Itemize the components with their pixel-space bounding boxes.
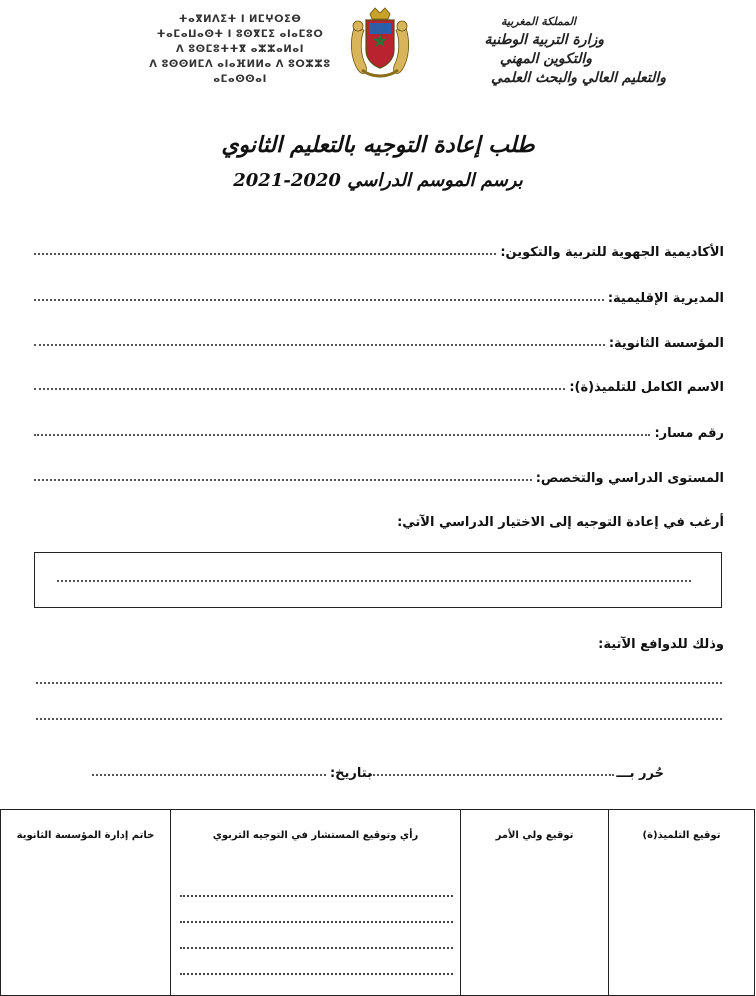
dotted-fill-line	[57, 580, 691, 582]
ministry-line-2: والتكوين المهني	[499, 51, 592, 67]
field-label: الاسم الكامل للتلميذ(ة):	[569, 380, 724, 395]
tifinagh-line-1: ⵜⴰⴳⵍⴷⵉⵜ ⵏ ⵍⵎⵖⵔⵉⴱ	[178, 14, 302, 25]
dotted-fill-line	[370, 774, 614, 776]
ministry-line-3: والتعليم العالي والبحث العلمي	[490, 70, 666, 86]
reasons-label-row	[34, 630, 724, 652]
moroccan-coat-of-arms-icon	[340, 6, 420, 82]
field-label: المستوى الدراسي والتخصص:	[535, 471, 724, 486]
field-directorate[interactable]	[34, 284, 724, 306]
counselor-lines	[180, 871, 453, 975]
form-title: طلب إعادة التوجيه بالتعليم الثانوي	[221, 132, 535, 158]
guardian-signature-cell[interactable]	[461, 810, 609, 996]
dotted-fill-line	[34, 434, 650, 436]
field-label: المديرية الإقليمية:	[607, 291, 724, 306]
field-label: رقم مسار:	[654, 426, 724, 441]
counselor-signature-cell[interactable]	[171, 810, 461, 996]
student-signature-cell[interactable]	[609, 810, 755, 996]
kingdom-name: المملكة المغربية	[501, 15, 576, 28]
field-level-specialty[interactable]	[34, 464, 724, 486]
field-student-name[interactable]	[34, 373, 724, 395]
tifinagh-line-3: ⴷ ⵓⵙⵎⵓⵜⵜⴳ ⴰⵣⵣⴰⵍⴰⵏ	[176, 44, 304, 55]
dotted-fill-line	[92, 774, 326, 776]
student-signature-label: توقيع التلميذ(ة)	[642, 830, 721, 841]
signed-at-label: حُرر بـــ	[616, 766, 664, 781]
dotted-fill-line	[34, 388, 565, 390]
date-label: بتاريخ:	[329, 766, 372, 781]
dotted-fill-line	[180, 897, 453, 923]
field-high-school[interactable]	[34, 329, 724, 351]
choice-box[interactable]	[34, 552, 722, 608]
dotted-fill-line	[34, 479, 532, 481]
ministry-name-arabic	[426, 12, 666, 88]
field-label: المؤسسة الثانوية:	[608, 336, 724, 351]
form-subtitle: برسم الموسم الدراسي 2020-2021	[233, 170, 523, 191]
dotted-fill-line	[180, 871, 453, 897]
signature-table	[0, 809, 755, 996]
tifinagh-line-4: ⴷ ⵓⵙⵙⵍⵎⴷ ⴰⵏⴰⴼⵍⵍⴰ ⴷ ⵓⵔⵣⵣⵓ ⴰⵎⴰⵙⵙⴰⵏ	[149, 59, 331, 85]
dotted-fill-line	[180, 949, 453, 975]
dotted-fill-line	[180, 923, 453, 949]
dotted-fill-line	[34, 344, 605, 346]
dotted-fill-line	[34, 299, 604, 301]
ministry-name-tifinagh	[140, 12, 340, 87]
counselor-signature-label: رأي وتوقيع المستشار في التوجيه التربوي	[212, 830, 419, 841]
dotted-fill-line	[34, 253, 496, 255]
school-stamp-cell[interactable]	[1, 810, 171, 996]
tifinagh-line-2: ⵜⴰⵎⴰⵡⴰⵙⵜ ⵏ ⵓⵙⴳⵎⵉ ⴰⵏⴰⵎⵓⵔ	[156, 29, 324, 40]
reasons-line-2[interactable]	[36, 718, 722, 720]
ministry-line-1: وزارة التربية الوطنية	[484, 32, 604, 48]
school-stamp-label: خاتم إدارة المؤسسة الثانوية	[16, 830, 155, 841]
field-academy[interactable]	[34, 238, 724, 260]
field-massar-number[interactable]	[34, 419, 724, 441]
date-row[interactable]	[92, 766, 372, 781]
reasons-line-1[interactable]	[36, 682, 722, 684]
field-label: الأكاديمية الجهوية للتربية والتكوين:	[500, 245, 724, 260]
reasons-label: وذلك للدوافع الآتية:	[598, 637, 724, 652]
choice-prompt: أرغب في إعادة التوجيه إلى الاختيار الدراسي الآتي:	[397, 515, 724, 530]
signed-at-row[interactable]	[364, 766, 664, 781]
guardian-signature-label: توقيع ولي الأمر	[495, 830, 574, 841]
choice-prompt-row	[34, 508, 724, 530]
